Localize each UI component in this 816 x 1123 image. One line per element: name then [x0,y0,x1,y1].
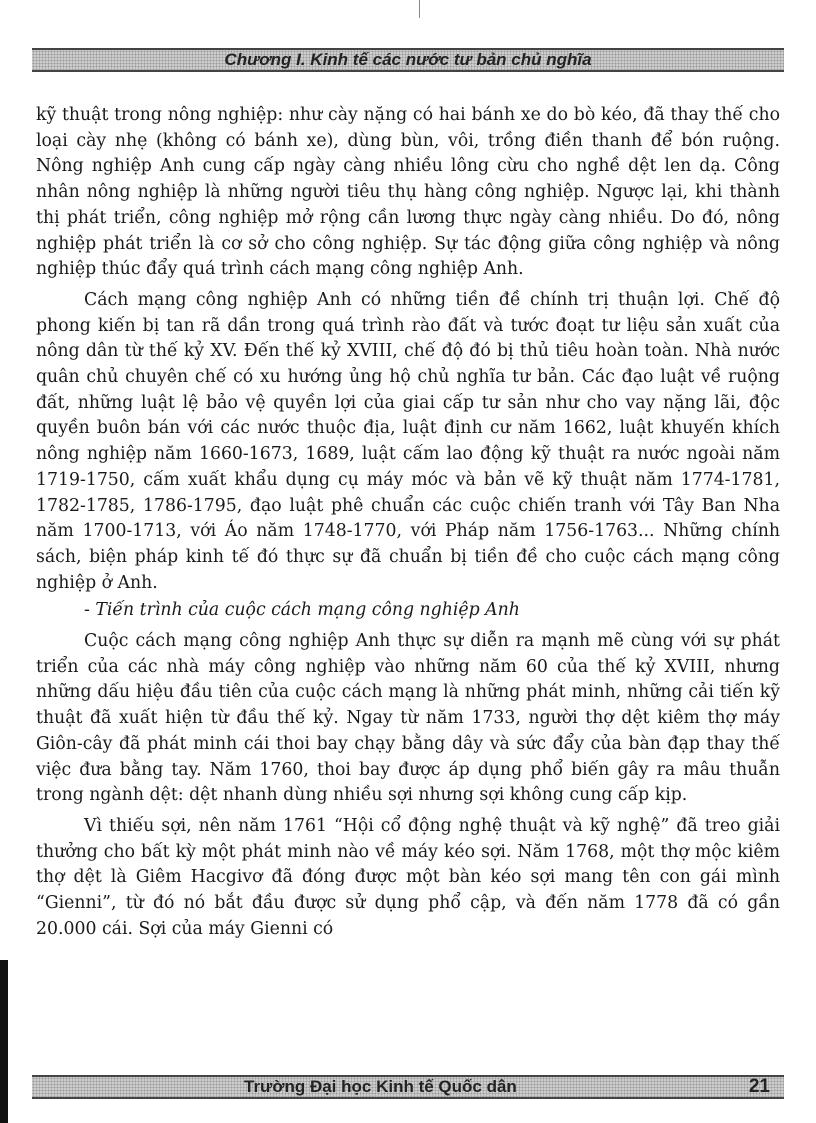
page-body [36,103,780,943]
paragraph-2: Cách mạng công nghiệp Anh có những tiền đề chính trị thuận lợi. Chế độ phong kiến bị tan rã dần trong quá trình rào đất và tước đoạt tư liệu sản xuất của nông dân từ thế kỷ XV. Đến thế kỷ XVIII, chế độ đó bị thủ tiêu hoàn toàn. Nhà nước quân chủ chuyên chế có xu hướng ủng hộ chủ nghĩa tư bản. Các đạo luật về ruộng đất, những luật lệ bảo vệ quyền lợi của giai cấp tư sản như cho vay nặng lãi, độc quyền buôn bán với các nước thuộc địa, luật định cư năm 1662, luật khuyến khích nông nghiệp năm 1660-1673, 1689, luật cấm lao động kỹ thuật ra nước ngoài năm 1719-1750, cấm xuất khẩu dụng cụ máy móc và bản vẽ kỹ thuật năm 1774-1781, 1782-1785, 1786-1795, đạo luật phê chuẩn các cuộc chiến tranh với Tây Ban Nha năm 1700-1713, với Áo năm 1748-1770, với Pháp năm 1756-1763... Những chính sách, biện pháp kinh tế đó thực sự đã chuẩn bị tiền đề cho cuộc cách mạng công nghiệp ở Anh. [36,289,780,593]
paragraph-1: kỹ thuật trong nông nghiệp: như cày nặng có hai bánh xe do bò kéo, đã thay thế cho loại cày nhẹ (không có bánh xe), dùng bùn, vôi, trồng điền thanh để bón ruộng. Nông nghiệp Anh cung cấp ngày càng nhiều lông cừu cho nghề dệt len dạ. Công nhân nông nghiệp là những người tiêu thụ hàng công nghiệp. Ngược lại, khi thành thị phát triển, công nghiệp mở rộng cần lương thực ngày càng nhiều. Do đó, nông nghiệp phát triển là cơ sở cho công nghiệp. Sự tác động giữa công nghiệp và nông nghiệp thúc đẩy quá trình cách mạng công nghiệp Anh. [36,105,780,280]
paragraph-4: Vì thiếu sợi, nên năm 1761 “Hội cổ động nghệ thuật và kỹ nghệ” đã treo giải thưởng cho bất kỳ một phát minh nào về máy kéo sợi. Năm 1768, một thợ mộc kiêm thợ dệt là Giêm Hacgivơ đã đóng được một bàn kéo sợi mang tên con gái mình “Gienni”, từ đó nó bắt đầu được sử dụng phổ cập, và đến năm 1778 đã có gần 20.000 cái. Sợi của máy Gienni có [36,815,780,939]
section-subheading: - Tiến trình của cuộc cách mạng công nghiệp Anh [84,600,520,621]
chapter-title: Chương I. Kinh tế các nước tư bản chủ nghĩa [224,50,592,69]
page-number: 21 [748,1076,770,1097]
scan-edge-mark [0,960,8,1123]
chapter-header-band [32,48,784,72]
scan-tick-mark [419,0,420,18]
paragraph-3: Cuộc cách mạng công nghiệp Anh thực sự diễn ra mạnh mẽ cùng với sự phát triển của các nhà máy công nghiệp vào những năm 60 của thế kỷ XVIII, nhưng những dấu hiệu đầu tiên của cuộc cách mạng là những phát minh, những cải tiến kỹ thuật đã xuất hiện từ đầu thế kỷ. Ngay từ năm 1733, người thợ dệt kiêm thợ máy Giôn-cây đã phát minh cái thoi bay chạy bằng dây và sức đẩy của bàn đạp thay thế việc đưa bằng tay. Năm 1760, thoi bay được áp dụng phổ biến gây ra mâu thuẫn trong ngành dệt: dệt nhanh dùng nhiều sợi nhưng sợi không cung cấp kịp. [36,631,780,806]
university-name: Trường Đại học Kinh tế Quốc dân [244,1077,517,1096]
footer-band [32,1075,784,1099]
